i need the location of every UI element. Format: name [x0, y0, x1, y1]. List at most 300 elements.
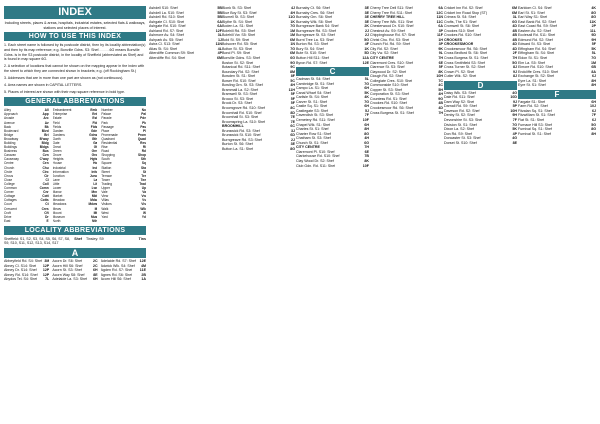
- abbr-full: Parade: [101, 116, 112, 121]
- entry-name: Abydos Tel. S4: Shef: [4, 277, 38, 282]
- entry-ref: 5K: [364, 90, 369, 95]
- abbr-full: Mount: [52, 210, 62, 215]
- locality-name: Sheffield: S1, S2, S3, S4, S5, S6, S7, S8, S9, S10, S11, S12, S13, S14, S17: [4, 236, 71, 246]
- entry-name: Crimea St. S4: Shef: [444, 15, 476, 20]
- entry-name: Copper St. S3: Shef: [370, 87, 402, 92]
- entry-ref: 5F: [591, 42, 596, 47]
- index-entry: [296, 164, 369, 169]
- entry-ref: 1K: [364, 46, 369, 51]
- entry-ref: 9H: [591, 37, 596, 42]
- abbr-short: Ho: [93, 161, 98, 166]
- entry-name: Chatham St. S3: Shef: [296, 136, 331, 141]
- entry-ref: 7H: [438, 56, 443, 61]
- entry-ref: 8G: [364, 131, 369, 136]
- entry-name: Commonside S10: Shef: [370, 83, 408, 88]
- entry-name: Broomspring La. S10: Shef: [222, 119, 266, 124]
- entry-name: Acorn Hill S6: Shef: [100, 277, 131, 282]
- abbr-full: Garth: [52, 136, 61, 141]
- entry-ref: 1H: [438, 37, 443, 42]
- entry-name: Atlas St. S4: Shef: [149, 46, 178, 51]
- abbr-short: Ent: [92, 112, 98, 117]
- abbr-column: [53, 108, 98, 223]
- abbr-full: Park: [101, 120, 108, 125]
- entry-ref: 9H: [512, 113, 517, 118]
- entry-ref: 7G: [591, 56, 596, 61]
- entry-name: Charter Row S1: Shef: [296, 131, 331, 136]
- entry-ref: 6H: [93, 268, 98, 273]
- entry-name: Abney Rd. S14: Shef: [4, 272, 38, 277]
- index-intro: Including streets, places & areas, hospitals, industrial estates, selected flats & walkways, stations and selected places of interest.: [4, 21, 146, 30]
- entry-ref: 5B: [217, 6, 222, 10]
- entry-name: Burngreave Bank S4: Shef: [296, 24, 339, 29]
- entry-ref: 7G: [364, 81, 369, 86]
- entry-name: Farm Rd. S2: Shef: [518, 104, 548, 109]
- entry-ref: 4M: [140, 263, 146, 268]
- index-entry: [518, 132, 596, 137]
- entry-ref: 4D: [512, 46, 517, 51]
- abbr-full: Church: [4, 165, 15, 170]
- abbr-full: Garden: [52, 128, 64, 133]
- entry-name: Furnival St. S1: Shef: [518, 131, 551, 136]
- entry-ref: 8J: [513, 65, 517, 70]
- entry-ref: 8H: [591, 83, 596, 88]
- abbr-short: Av: [44, 120, 49, 125]
- entry-name: Cross Burgess St. S1: Shef: [444, 56, 488, 61]
- entry-name: Crookes S10: Shef: [444, 28, 475, 33]
- entry-name: Agden Rd. S7: Shef: [100, 268, 133, 273]
- entry-name: Ashdell Rd. S10: Shef: [149, 15, 185, 20]
- abbr-full: Trading: [101, 181, 113, 186]
- abbr-short: La: [93, 177, 98, 182]
- entry-name: Acorn Hill S6: Shef: [52, 263, 83, 268]
- abbr-short: Cres: [41, 206, 49, 211]
- abbr-short: Ga: [93, 141, 98, 145]
- entry-name: Brunswick Rd. S3: Shef: [222, 128, 260, 133]
- entry-ref: 11E: [139, 268, 146, 273]
- entry-name: Cutler Wlk. S2: Shef: [444, 74, 477, 79]
- abbr-full: Gate: [52, 141, 60, 145]
- entry-name: Ashdell S10: Shef: [149, 6, 178, 10]
- entry-ref: 7G: [290, 46, 295, 51]
- a-subcolumn: [4, 259, 49, 282]
- entry-ref: 4B: [512, 28, 517, 33]
- entry-name: East Coast Rd. S9: Shef: [518, 24, 557, 29]
- abbr-short: Cir: [44, 173, 49, 178]
- abbr-short: Lit: [93, 181, 98, 186]
- index-entry: [222, 147, 295, 152]
- entry-ref: 4P: [217, 51, 222, 56]
- entry-name: Astra Cl. S13: Shef: [149, 42, 180, 47]
- abbr-column: [101, 108, 146, 223]
- abbr-row: [4, 219, 49, 223]
- abbr-short: Rd: [141, 149, 146, 154]
- index-entry: [518, 83, 596, 88]
- entry-ref: 6G: [290, 56, 295, 61]
- entry-name: East Bank Rd. S2: Shef: [518, 19, 556, 24]
- entry-name: Adelaide Rd. S7: Shef: [100, 259, 137, 264]
- abbr-full: Meadow: [52, 198, 65, 203]
- entry-ref: 4G: [512, 90, 517, 95]
- entry-ref: 3E: [364, 10, 369, 15]
- entry-name: Blythe St. S4: Shef: [222, 19, 253, 24]
- abbr-full: North: [52, 218, 61, 223]
- abbr-full: Green: [52, 149, 62, 154]
- abbr-short: Cott: [42, 194, 49, 199]
- entry-name: Dorset St. S10: Shef: [444, 140, 477, 145]
- entry-ref: 9L: [438, 51, 443, 56]
- entry-ref: 6A: [217, 24, 222, 29]
- entry-ref: 6G: [364, 140, 369, 145]
- entry-ref: 5L: [591, 51, 596, 56]
- entry-name: Acorn Dr. S6: Shef: [52, 259, 83, 264]
- entry-name: Bury St. S4: Shef: [296, 46, 324, 51]
- entry-ref: 8E: [93, 272, 98, 277]
- entry-name: Fitzwilliam St. S1: Shef: [518, 113, 555, 118]
- entry-ref: 4K: [591, 6, 596, 10]
- entry-name: Canal Wharf S4: Shef: [296, 90, 331, 95]
- entry-name: Adelaide La. S3: Shef: [52, 277, 88, 282]
- entry-name: Abbeyfield Rd. S4: Shef: [4, 259, 43, 264]
- letter-heading: D: [444, 81, 517, 90]
- entry-ref: 11C: [436, 19, 443, 24]
- entry-name: Cavendish St. S3: Shef: [296, 113, 334, 118]
- entry-name: Daisy Wlk. S3: Shef: [444, 90, 476, 95]
- abbr-full: Bridge: [4, 132, 14, 137]
- abbr-full: Upper: [101, 186, 111, 191]
- entry-ref: 6H: [364, 104, 369, 109]
- abbr-short: Vw: [141, 194, 146, 199]
- entry-ref: 4H: [364, 136, 369, 141]
- abbr-full: Terrace: [101, 173, 112, 178]
- entry-ref: 6J: [592, 74, 596, 79]
- entry-name: Blue Boy St. S3: Shef: [222, 10, 257, 15]
- entry-name: Devonshire St. S3: Shef: [444, 118, 483, 123]
- entry-name: City Vw. S2: Shef: [370, 51, 398, 56]
- abbr-short: Pl: [142, 128, 146, 133]
- entry-name: Eldon St. S1: Shef: [518, 56, 548, 61]
- entry-ref: 9A: [438, 6, 443, 10]
- abbr-short: Yd: [141, 214, 146, 219]
- entry-name: Cemetery Rd. S11: Shef: [296, 118, 335, 123]
- entry-name: Attercliffe Common S9: Shef: [149, 51, 195, 56]
- abbr-short: Gth: [91, 136, 98, 141]
- entry-ref: 5G: [512, 60, 517, 65]
- entry-ref: 2J: [365, 28, 369, 33]
- entry-name: Castle Sq. S1: Shef: [296, 104, 328, 109]
- letter-heading: C: [296, 67, 369, 76]
- abbr-full: Lane: [52, 177, 60, 182]
- entry-ref: 6A: [217, 19, 222, 24]
- entry-ref: 5F: [290, 101, 295, 106]
- abbr-full: Passage: [101, 124, 114, 129]
- entry-ref: 6D: [290, 133, 295, 138]
- entry-name: Bower Rd. S10: Shef: [222, 78, 256, 83]
- locality-row: [4, 237, 82, 246]
- entry-ref: 6M: [512, 10, 517, 15]
- entry-ref: 5B: [217, 10, 222, 15]
- entry-name: Bowling Grn. St. S3: Shef: [222, 83, 263, 88]
- abbr-short: App: [42, 112, 49, 117]
- entry-name: Bolehill Vw. S5: Shef: [222, 33, 256, 38]
- entry-name: Carver St. S1: Shef: [296, 99, 327, 104]
- entry-name: Adwick Wlk. S4: Shef: [100, 263, 135, 268]
- entry-name: Christ Chu. Rd. S3: Shef: [370, 37, 410, 42]
- abbr-short: Grn: [91, 149, 98, 154]
- abbr-short: Pal: [141, 112, 146, 117]
- abbr-full: Information: [52, 169, 69, 174]
- entry-name: Burngreave Rd. S3: Shef: [222, 137, 262, 142]
- abbr-short: Res: [140, 141, 146, 145]
- entry-name: Claremont Cres. S10: Shef: [370, 60, 413, 65]
- abbr-full: Arcade: [4, 116, 15, 121]
- abbr-full: Grove: [52, 153, 62, 158]
- entry-ref: 5F: [438, 65, 443, 70]
- abbr-short: Ter: [141, 173, 146, 178]
- abbr-full: East: [4, 218, 11, 223]
- entry-name: Crown Pl. S2: Shef: [444, 69, 475, 74]
- abbr-full: View: [101, 194, 109, 199]
- abbr-full: Great: [52, 145, 61, 150]
- abbr-full: Causeway: [4, 157, 19, 162]
- entry-name: Ashdell La. S10: Shef: [149, 10, 184, 15]
- abbr-short: Cotts: [40, 198, 49, 203]
- entry-name: Darnall Rd. S9: Shef: [444, 104, 477, 109]
- entry-ref: 6H: [364, 86, 369, 91]
- entry-name: Button Hill S11: Shef: [296, 56, 329, 61]
- abbr-short: Coll: [42, 181, 49, 186]
- entry-name: Ashland Rd. S7: Shef: [149, 28, 184, 33]
- entry-name: Endcliffe Cres. S10: Shef: [518, 69, 559, 74]
- abbr-short: Va: [142, 190, 146, 195]
- abbr-full: Boulevard: [4, 128, 19, 133]
- entry-name: Chestnut Av. S9: Shef: [370, 28, 405, 33]
- entry-name: Ashgate Cl. S10: Shef: [149, 19, 185, 24]
- entry-name: Boston St. S2: Shef: [222, 60, 254, 65]
- entry-name: CROOKESMOOR: [444, 42, 474, 47]
- entry-name: Cross Smithfield S3: Shef: [444, 60, 485, 65]
- entry-name: Chesterwood Dr. S10: Shef: [370, 24, 414, 29]
- entry-ref: 3L: [512, 15, 517, 20]
- entry-name: Ashpark Av. S5: Shef: [149, 37, 183, 42]
- index-entry: [444, 74, 517, 79]
- howto-paragraph: 3. Addresses that are in more than one part are shown as (not continuous).: [4, 75, 124, 80]
- abbr-full: Avenue: [4, 120, 15, 125]
- entry-name: Boundary Rd. S2: Shef: [222, 69, 259, 74]
- entry-name: Carlisle St. S4: Shef: [296, 95, 329, 100]
- entry-ref: 5B: [217, 15, 222, 20]
- abbr-short: Bri: [44, 132, 49, 137]
- abbr-full: Street: [101, 169, 110, 174]
- abbr-short: Mt: [93, 210, 98, 215]
- letter-heading: F: [518, 90, 596, 99]
- entry-ref: 7H: [512, 56, 517, 61]
- abbr-full: Crescent: [4, 206, 17, 211]
- abbr-full: Enterprise: [52, 112, 68, 117]
- entry-ref: 6G: [512, 19, 517, 24]
- entry-ref: 4L: [217, 46, 222, 51]
- abbr-full: House: [52, 161, 62, 166]
- entry-name: Acorn St. S3: Shef: [52, 268, 82, 273]
- entry-name: Ecclesall Rd. S11: Shef: [518, 33, 556, 38]
- abbr-full: Drive: [4, 214, 12, 219]
- entry-ref: 10F: [362, 118, 369, 123]
- entry-name: Clay Wood Dr. S2: Shef: [296, 158, 334, 163]
- entry-name: Castlegate S3: Shef: [296, 108, 328, 113]
- entry-name: Cherry Tree Wlk. S11: Shef: [370, 19, 414, 24]
- abbr-full: Lower: [52, 186, 62, 191]
- entry-ref: 4D: [512, 24, 517, 29]
- entry-name: Claywood Dr. S2: Shef: [370, 69, 407, 74]
- abbr-short: Dr: [45, 214, 49, 219]
- entry-ref: 7E: [290, 119, 295, 124]
- entry-ref: 4B: [512, 33, 517, 38]
- entry-name: Corporation St. S3: Shef: [370, 92, 409, 97]
- abbr-short: Comn: [39, 186, 49, 191]
- entry-name: Burton St. S6: Shef: [222, 142, 253, 147]
- abbr-short: Wlk: [140, 206, 146, 211]
- locality-abbr-title: LOCALITY ABBREVIATIONS: [4, 226, 146, 235]
- entry-ref: 11L: [590, 28, 596, 33]
- entry-name: Fitzalan Sq. S1: Shef: [518, 108, 552, 113]
- entry-ref: 8H: [591, 131, 596, 136]
- entry-name: Blumell St. S3: Shef: [222, 15, 254, 20]
- entry-name: Burngreave St. S3: Shef: [296, 33, 335, 38]
- entry-ref: 1M: [290, 28, 295, 33]
- entry-name: Byron Rd. S7: Shef: [296, 60, 327, 65]
- entry-ref: 8J: [513, 74, 517, 79]
- abbr-full: Manor: [52, 190, 62, 195]
- abbr-short: Quad: [137, 136, 146, 141]
- entry-ref: 2P: [591, 24, 596, 29]
- abbr-full: West: [101, 210, 109, 215]
- abbr-short: Twr: [140, 177, 146, 182]
- abbr-full: Field: [52, 120, 60, 125]
- abbr-full: Centre: [4, 161, 14, 166]
- entry-ref: 7F: [364, 113, 369, 118]
- entry-name: Dale Rd. S11: Shef: [444, 95, 475, 100]
- a-subcolumn: [52, 259, 97, 282]
- entry-ref: 6M: [290, 37, 295, 42]
- entry-ref: 7F: [591, 113, 596, 118]
- entry-ref: 6J: [592, 118, 596, 123]
- entry-ref: 1J: [218, 37, 222, 42]
- entry-ref: 8A: [591, 69, 596, 74]
- howto-paragraph: 1. Each street name is followed by its postcode district, then by its locality abbreviation(s) and then by its map reference; e.g. Bonville Gdns. S3: Shef. . . . . .6G means Bonville Gdns. is in the S3 postcode district, in the locality of Sheffield (abbreviated as Shef) and is found in map square 6G.: [4, 43, 146, 62]
- entry-ref: 4H: [290, 83, 295, 88]
- entry-name: Flat St. S1: Shef: [518, 118, 545, 123]
- entry-name: Furnace Hill S3: Shef: [518, 122, 552, 127]
- entry-name: Cross Burgess St. S1: Shef: [370, 110, 414, 115]
- abbr-short: No: [141, 108, 146, 113]
- abbr-short: Fld: [92, 120, 98, 125]
- entry-name: Brammall La. S2: Shef: [222, 87, 258, 92]
- entry-name: Cadman St. S4: Shef: [296, 77, 330, 82]
- entry-ref: 3E: [364, 6, 369, 10]
- abbr-short: Prom: [137, 132, 146, 137]
- entry-name: Campo La. S1: Shef: [296, 86, 329, 91]
- abbr-short: Lwr: [91, 186, 98, 191]
- entry-ref: 3P: [438, 42, 443, 47]
- abbr-short: Circ: [42, 169, 49, 174]
- abbr-short: Pas: [140, 124, 146, 129]
- entry-name: City Rd. S2: Shef: [370, 46, 398, 51]
- abbr-short: Ind: [92, 165, 98, 170]
- abbr-full: Business: [4, 149, 17, 154]
- entry-ref: 12P: [42, 272, 50, 277]
- entry-name: Clarkehouse Rd. S10: Shef: [296, 154, 340, 159]
- entry-ref: 1N: [290, 42, 295, 47]
- abbr-short: Gdns: [89, 132, 98, 137]
- entry-ref: 5D: [364, 51, 369, 56]
- abbr-short: St: [142, 169, 146, 174]
- entry-ref: 9D: [591, 33, 596, 38]
- index-entry: [444, 141, 517, 146]
- entry-name: CITY CENTRE: [296, 145, 320, 150]
- entry-ref: 10D: [510, 95, 517, 100]
- entry-ref: 7E: [290, 115, 295, 120]
- entry-ref: 2F: [512, 51, 517, 56]
- entry-name: Broomgrove Rd. S10: Shef: [222, 106, 265, 111]
- index-entry: [4, 277, 49, 282]
- entry-name: Abney Cl. S14: Shef: [4, 263, 37, 268]
- entry-name: Dam Way S2: Shef: [444, 99, 475, 104]
- abbr-short: Bldg: [41, 141, 49, 145]
- index-entry: [52, 277, 97, 282]
- entry-ref: 12A: [362, 56, 369, 61]
- locality-abbr-list: [4, 237, 146, 246]
- abbr-short: Emb: [90, 108, 98, 113]
- abbr-full: Visitors: [101, 202, 112, 207]
- abbr-full: Meadows: [52, 202, 67, 207]
- entry-name: Cross Bedford St. S6: Shef: [444, 51, 488, 56]
- entry-ref: 10F: [362, 163, 369, 168]
- entry-name: Charles St. S1: Shef: [296, 127, 329, 132]
- abbr-short: Blvd: [41, 128, 49, 133]
- abbr-short: Cvn: [42, 153, 49, 158]
- howto-paragraph: 2. A selection of locations that cannot be shown on the mapping appear in the index with the street to which they are connected shown in brackets; e.g. (off Rockingham St.): [4, 64, 145, 73]
- entry-name: Effingham St. S4: Shef: [518, 51, 555, 56]
- entry-ref: 4F: [364, 42, 369, 47]
- general-abbr-title: GENERAL ABBREVIATIONS: [4, 97, 146, 106]
- abbr-full: Gardens: [52, 132, 65, 137]
- entry-name: Bute St. S10: Shef: [296, 51, 326, 56]
- entry-ref: 7G: [512, 122, 517, 127]
- entry-ref: 9G: [290, 60, 295, 65]
- entry-name: Clarence St. S3: Shef: [370, 65, 405, 70]
- index-entry: [296, 61, 369, 66]
- entry-name: Eyre St. S1: Shef: [518, 83, 546, 88]
- entry-ref: 8K: [364, 158, 369, 163]
- entry-ref: 5K: [512, 127, 517, 132]
- entry-name: Cherry Tree Dell S11: Shef: [370, 6, 413, 10]
- entry-name: Burnaby Ct. S6: Shef: [296, 6, 330, 10]
- entry-ref: 9J: [513, 69, 517, 74]
- index-entry: [370, 111, 443, 116]
- abbr-full: Cottage: [4, 194, 16, 199]
- entry-ref: 4H: [438, 92, 443, 97]
- entry-name: Burnaby Wlk. S6: Shef: [296, 19, 333, 24]
- entry-ref: 8C: [290, 106, 295, 111]
- entry-ref: 8D: [290, 110, 295, 115]
- abbr-full: Vale: [101, 190, 108, 195]
- entry-name: Crookesmoor Rd. S6: Shef: [444, 46, 487, 51]
- abbr-full: Estate: [52, 116, 62, 121]
- entry-name: Church Fld. Rd. S9: Shef: [370, 42, 410, 47]
- abbr-short: Info: [91, 169, 98, 174]
- entry-ref: 6M: [290, 51, 295, 56]
- abbr-short: Gdn: [90, 128, 98, 133]
- entry-ref: 2K: [364, 24, 369, 29]
